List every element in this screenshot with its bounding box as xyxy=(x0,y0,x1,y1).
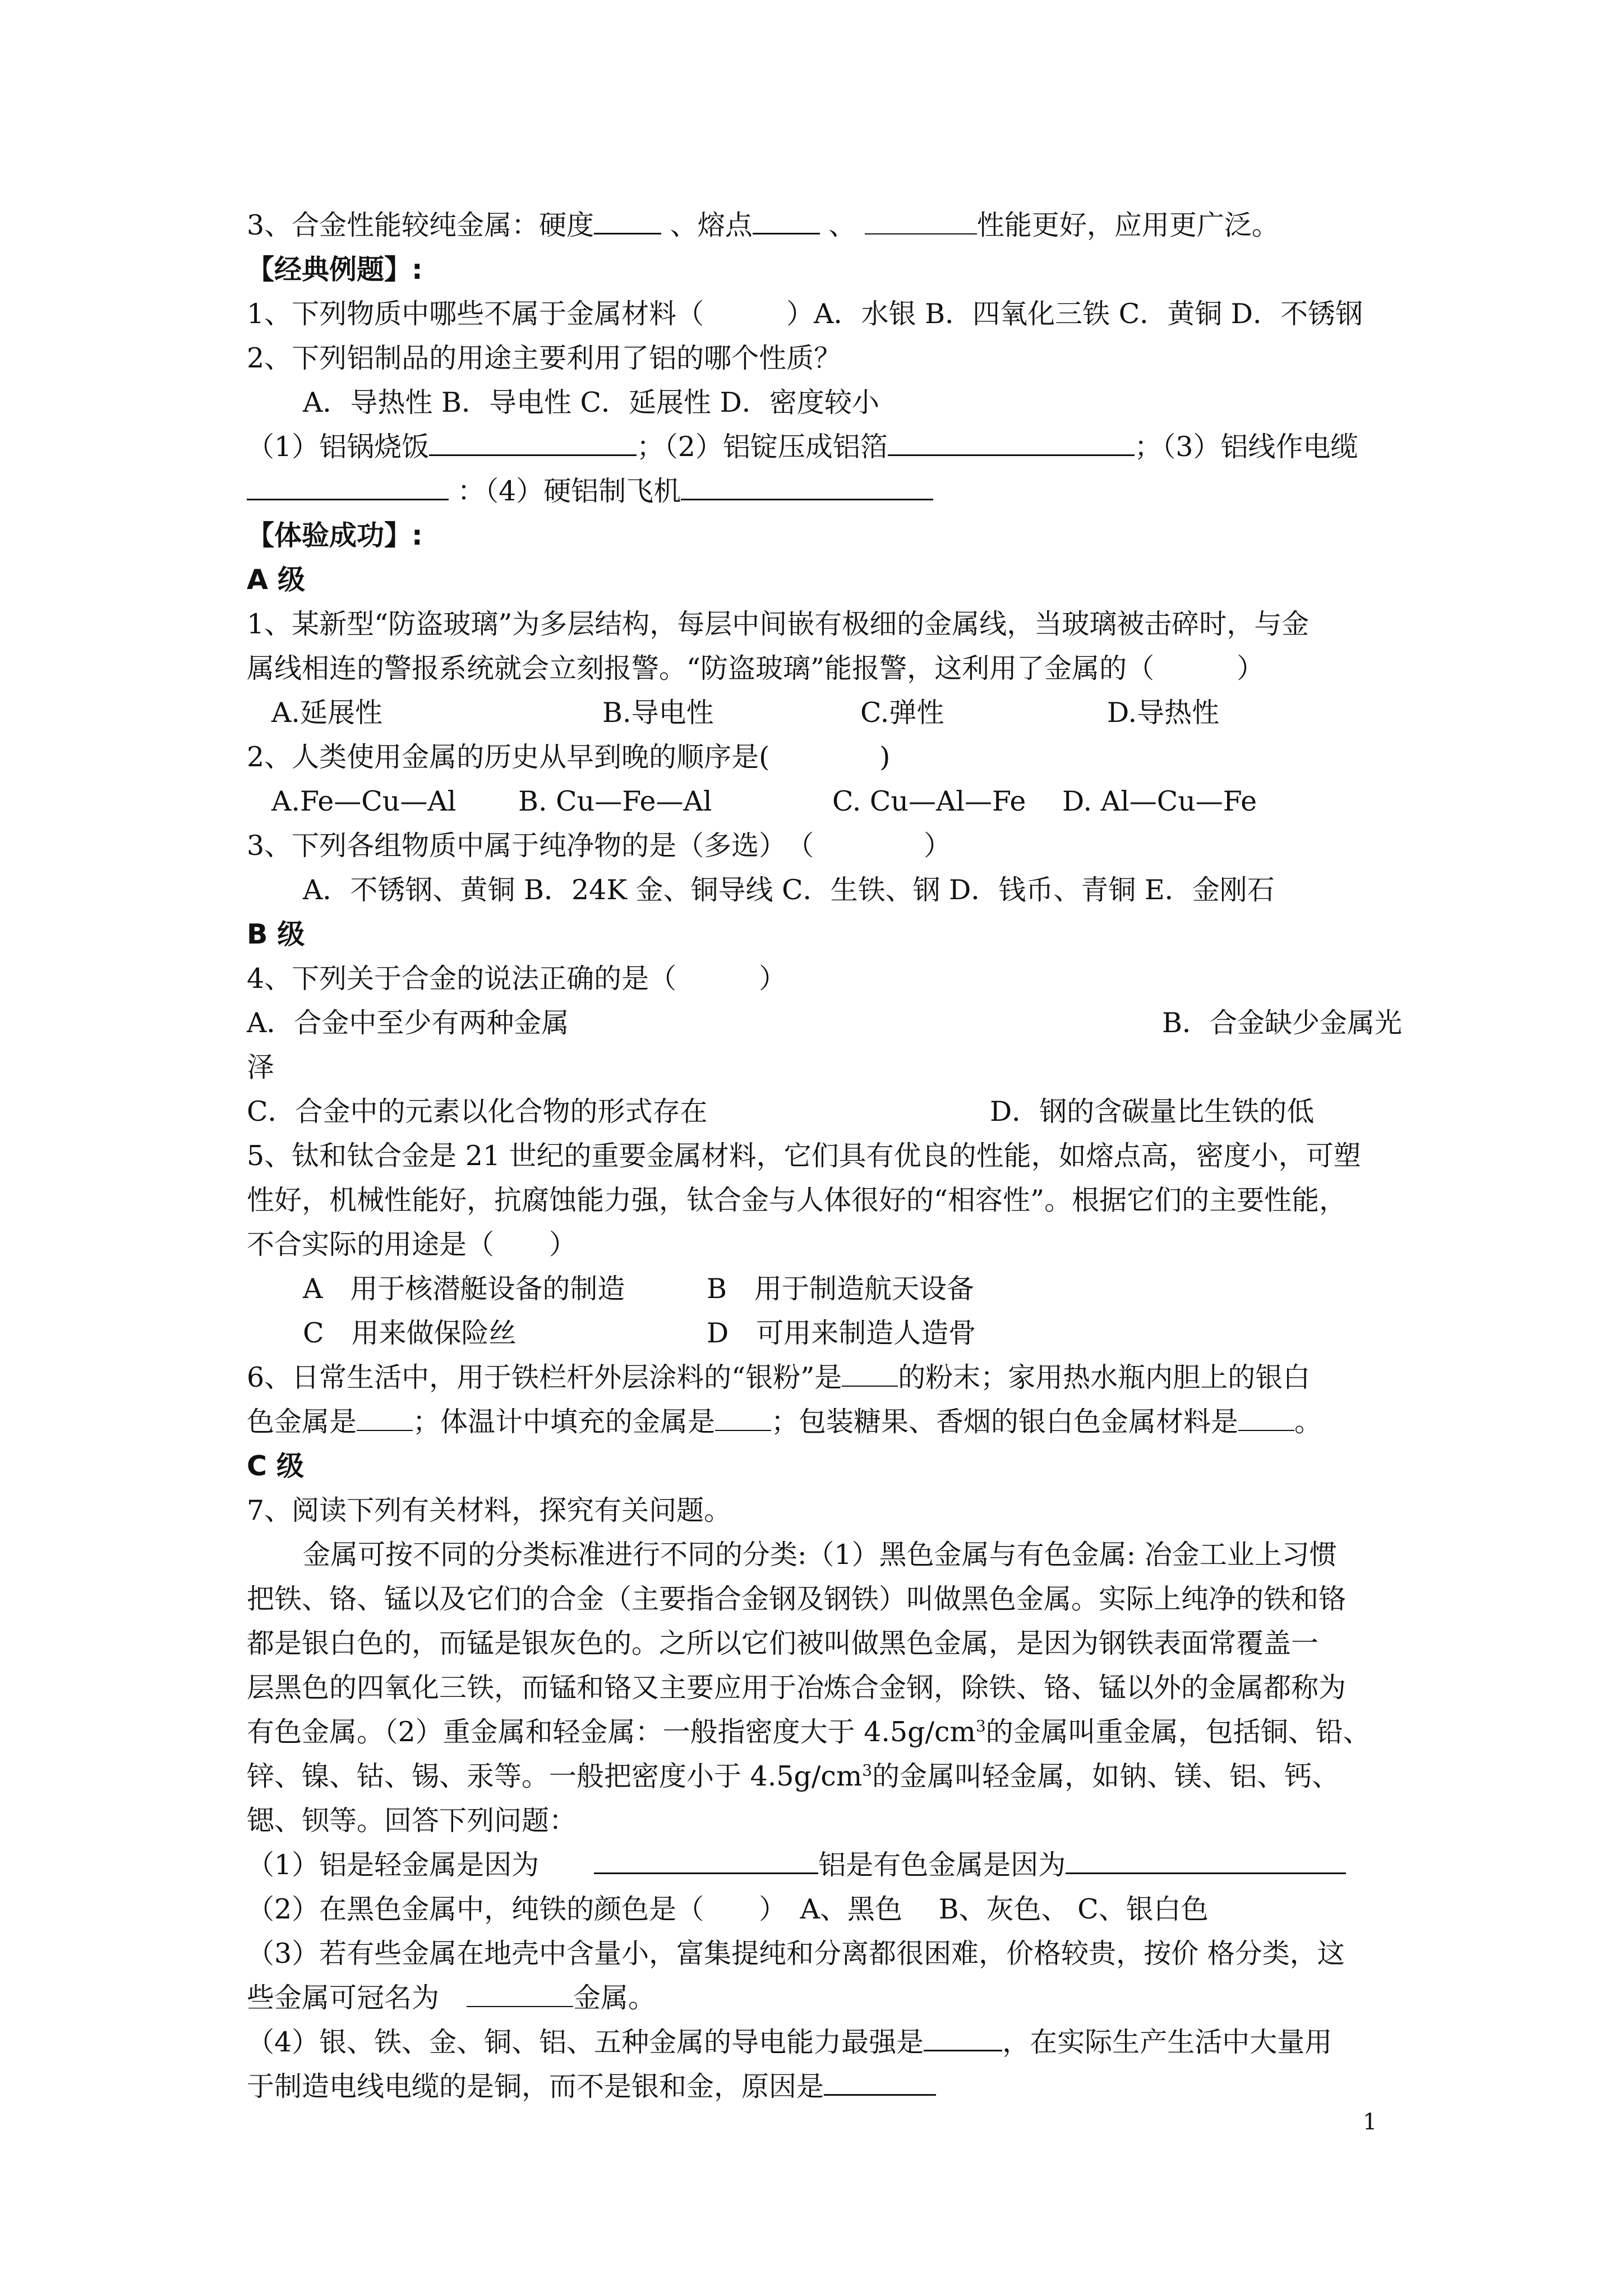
a1-option-b: B.导电性 xyxy=(602,697,714,729)
b6-line2-b: ；体温计中填充的金属是 xyxy=(413,1406,716,1438)
page-number: 1 xyxy=(1363,2109,1377,2135)
section-practice-heading: 【体验成功】: xyxy=(247,519,423,551)
a1-line1: 1、某新型“防盗玻璃”为多层结构，每层中间嵌有极细的金属线，当玻璃被击碎时，与金 xyxy=(247,608,1310,640)
b5-options-cd xyxy=(247,1311,1402,1355)
example-2-part2-blank[interactable] xyxy=(888,425,1135,456)
a2-option-a: A.Fe—Cu—Al xyxy=(271,785,457,817)
wrapper-metal-blank[interactable] xyxy=(1238,1401,1294,1431)
c7-passage-line6-b: 的金属叫轻金属，如钠、镁、铝、钙、 xyxy=(872,1760,1340,1792)
c7-passage-line6 xyxy=(247,1754,1402,1798)
b6-line1-a: 6、日常生活中，用于铁栏杆外层涂料的“银粉”是 xyxy=(247,1361,842,1393)
b5-option-b: B 用于制造航天设备 xyxy=(707,1273,975,1305)
example-2-stem: 2、下列铝制品的用途主要利用了铝的哪个性质？ xyxy=(247,342,842,374)
a2-stem: 2、人类使用金属的历史从早到晚的顺序是( ) xyxy=(247,741,891,773)
b4-option-c: C．合金中的元素以化合物的形式存在 xyxy=(247,1096,708,1128)
c7-q4-line1 xyxy=(247,2020,1402,2064)
example-2-part3-label: ；（3）铝线作电缆 xyxy=(1134,431,1358,463)
b5-option-a: A 用于核潜艇设备的制造 xyxy=(303,1273,625,1305)
c7-q3-b: 些金属可冠名为 xyxy=(247,1982,467,2014)
silver-powder-blank[interactable] xyxy=(842,1356,898,1387)
cubic-superscript: 3 xyxy=(862,1761,873,1780)
q3-intro-mid1: 、熔点 xyxy=(661,209,753,241)
a3-stem: 3、下列各组物质中属于纯净物的是（多选） （ ） xyxy=(247,830,952,862)
light-metal-reason-blank[interactable] xyxy=(594,1843,818,1874)
example-2-parts-line1 xyxy=(247,425,1402,469)
c7-passage-line6-a: 锌、镍、钴、锡、汞等。一般把密度小于 4.5g/cm xyxy=(247,1760,863,1792)
example-2-part1-label: （1）铝锅烧饭 xyxy=(247,431,430,463)
c7-q3-c: 金属。 xyxy=(573,1982,656,2014)
a1-option-d: D.导热性 xyxy=(1107,697,1220,729)
b6-line2-d: 。 xyxy=(1294,1406,1322,1438)
level-c-heading: C 级 xyxy=(247,1450,305,1482)
level-a-heading: A 级 xyxy=(247,564,305,596)
a1-options xyxy=(247,691,1402,735)
c7-q1 xyxy=(247,1843,1402,1887)
c7-q3-line1: （3）若有些金属在地壳中含量小，富集提纯和分离都很困难，价格较贵，按价 格分类，这 xyxy=(247,1938,1345,1970)
b4-option-b: B．合金缺少金属光 xyxy=(1161,1007,1402,1039)
b6-line2-c: ；包装糖果、香烟的银白色金属材料是 xyxy=(771,1406,1239,1438)
example-2-part4-label: ：（4）硬铝制飞机 xyxy=(457,475,681,507)
a2-option-b: B. Cu—Fe—Al xyxy=(518,785,712,817)
c7-q4-a: （4）银、铁、金、铜、铝、五种金属的导电能力最强是 xyxy=(247,2026,924,2058)
c7-q1-a: （1）铝是轻金属是因为 xyxy=(247,1849,594,1881)
c7-passage-line4: 层黑色的四氧化三铁，而锰和铬又主要应用于冶炼合金钢，除铁、铬、锰以外的金属都称为 xyxy=(247,1672,1347,1704)
c7-passage-line5 xyxy=(247,1710,1402,1754)
nonferrous-reason-blank[interactable] xyxy=(1066,1843,1346,1874)
b4-option-b-wrap: 泽 xyxy=(247,1051,275,1083)
a2-option-c: C. Cu—Al—Fe xyxy=(832,785,1026,817)
b6-line2-a: 色金属是 xyxy=(247,1406,357,1438)
c7-q4-b: ，在实际生产生活中大量用 xyxy=(1002,2026,1332,2058)
thermometer-metal-blank[interactable] xyxy=(715,1401,771,1431)
c7-passage-line1: 金属可按不同的分类标准进行不同的分类:（1）黑色金属与有色金属: 冶金工业上习惯 xyxy=(303,1539,1337,1571)
a1-option-c: C.弹性 xyxy=(860,697,944,729)
document-body xyxy=(247,203,1402,2109)
example-2-part2-label: ；（2）铝锭压成铝箔 xyxy=(637,431,888,463)
b5-line2: 性好，机械性能好，抗腐蚀能力强，钛合金与人体很好的“相容性”。根据它们的主要性能， xyxy=(247,1184,1347,1216)
example-2-options: A．导热性 B．导电性 C．延展性 D．密度较小 xyxy=(303,386,879,418)
c7-q3-line2 xyxy=(247,1976,1402,2020)
c7-q2: （2）在黑色金属中，纯铁的颜色是（ ） A、黑色 B、灰色、 C、银白色 xyxy=(247,1893,1209,1925)
c7-q4-line2 xyxy=(247,2064,1402,2109)
b4-options-ab xyxy=(247,1001,1402,1045)
c7-passage-line7: 锶、钡等。回答下列问题： xyxy=(247,1805,577,1837)
example-1: 1、下列物质中哪些不属于金属材料（ ）A．水银 B．四氧化三铁 C．黄铜 D．不锈钢 xyxy=(247,298,1363,330)
q3-intro-prefix: 3、合金性能较纯金属：硬度 xyxy=(247,209,594,241)
example-2-part1-blank[interactable] xyxy=(429,425,637,456)
melting-point-blank[interactable] xyxy=(753,204,820,234)
b4-option-a: A．合金中至少有两种金属 xyxy=(247,1007,569,1039)
example-2-part3-blank[interactable] xyxy=(247,470,449,500)
level-b-heading: B 级 xyxy=(247,918,305,950)
a1-line2: 属线相连的警报系统就会立刻报警。“防盗玻璃”能报警，这利用了金属的（ ） xyxy=(247,652,1265,684)
c7-stem: 7、阅读下列有关材料，探究有关问题。 xyxy=(247,1494,732,1526)
cubic-superscript: 3 xyxy=(975,1717,986,1736)
c7-passage-line2: 把铁、铬、锰以及它们的合金（主要指合金钢及钢铁）叫做黑色金属。实际上纯净的铁和铬 xyxy=(247,1583,1347,1615)
c7-passage-line3: 都是银白色的，而锰是银灰色的。之所以它们被叫做黑色金属，是因为钢铁表面常覆盖一 xyxy=(247,1627,1319,1659)
section-examples-heading: 【经典例题】: xyxy=(247,254,423,286)
b6-line1-b: 的粉末；家用热水瓶内胆上的银白 xyxy=(898,1361,1311,1393)
b5-options-ab xyxy=(247,1267,1402,1311)
q3-intro-mid2: 、 xyxy=(819,209,856,241)
c7-passage-line5-a: 有色金属。（2）重金属和轻金属：一般指密度大于 4.5g/cm xyxy=(247,1716,976,1748)
b5-option-c: C 用来做保险丝 xyxy=(303,1317,517,1349)
c7-passage-line5-b: 的金属叫重金属，包括铜、铅、 xyxy=(985,1716,1371,1748)
b6-line1 xyxy=(247,1355,1402,1400)
thermos-metal-blank[interactable] xyxy=(357,1401,413,1431)
b4-stem: 4、下列关于合金的说法正确的是（ ） xyxy=(247,963,787,995)
b4-options-cd xyxy=(247,1089,1402,1134)
a1-option-a: A.延展性 xyxy=(271,697,382,729)
c7-q1-b: 铝是有色金属是因为 xyxy=(818,1849,1066,1881)
b5-option-d: D 可用来制造人造骨 xyxy=(707,1317,976,1349)
hardness-blank[interactable] xyxy=(594,204,661,234)
performance-blank[interactable] xyxy=(865,204,977,234)
a3-options: A．不锈钢、黄铜 B．24K 金、铜导线 C．生铁、钢 D．钱币、青铜 E．金刚石 xyxy=(303,874,1275,906)
b5-line3: 不合实际的用途是（ ） xyxy=(247,1228,577,1260)
b5-line1: 5、钛和钛合金是 21 世纪的重要金属材料，它们具有优良的性能，如熔点高，密度小，可塑 xyxy=(247,1140,1361,1172)
q3-intro-suffix: 性能更好，应用更广泛。 xyxy=(976,209,1279,241)
copper-reason-blank[interactable] xyxy=(824,2065,936,2096)
best-conductor-blank[interactable] xyxy=(924,2021,1002,2051)
q3-intro-line xyxy=(247,203,1402,247)
a2-option-d: D. Al—Cu—Fe xyxy=(1062,785,1257,817)
a2-options xyxy=(247,779,1402,823)
example-2-parts-line2 xyxy=(247,469,1402,513)
example-2-part4-blank[interactable] xyxy=(681,470,933,500)
b4-option-d: D．钢的含碳量比生铁的低 xyxy=(990,1096,1315,1128)
b6-line2 xyxy=(247,1400,1402,1444)
c7-q4-c: 于制造电线电缆的是铜，而不是银和金，原因是 xyxy=(247,2070,824,2102)
precious-metal-blank[interactable] xyxy=(467,1977,573,2007)
